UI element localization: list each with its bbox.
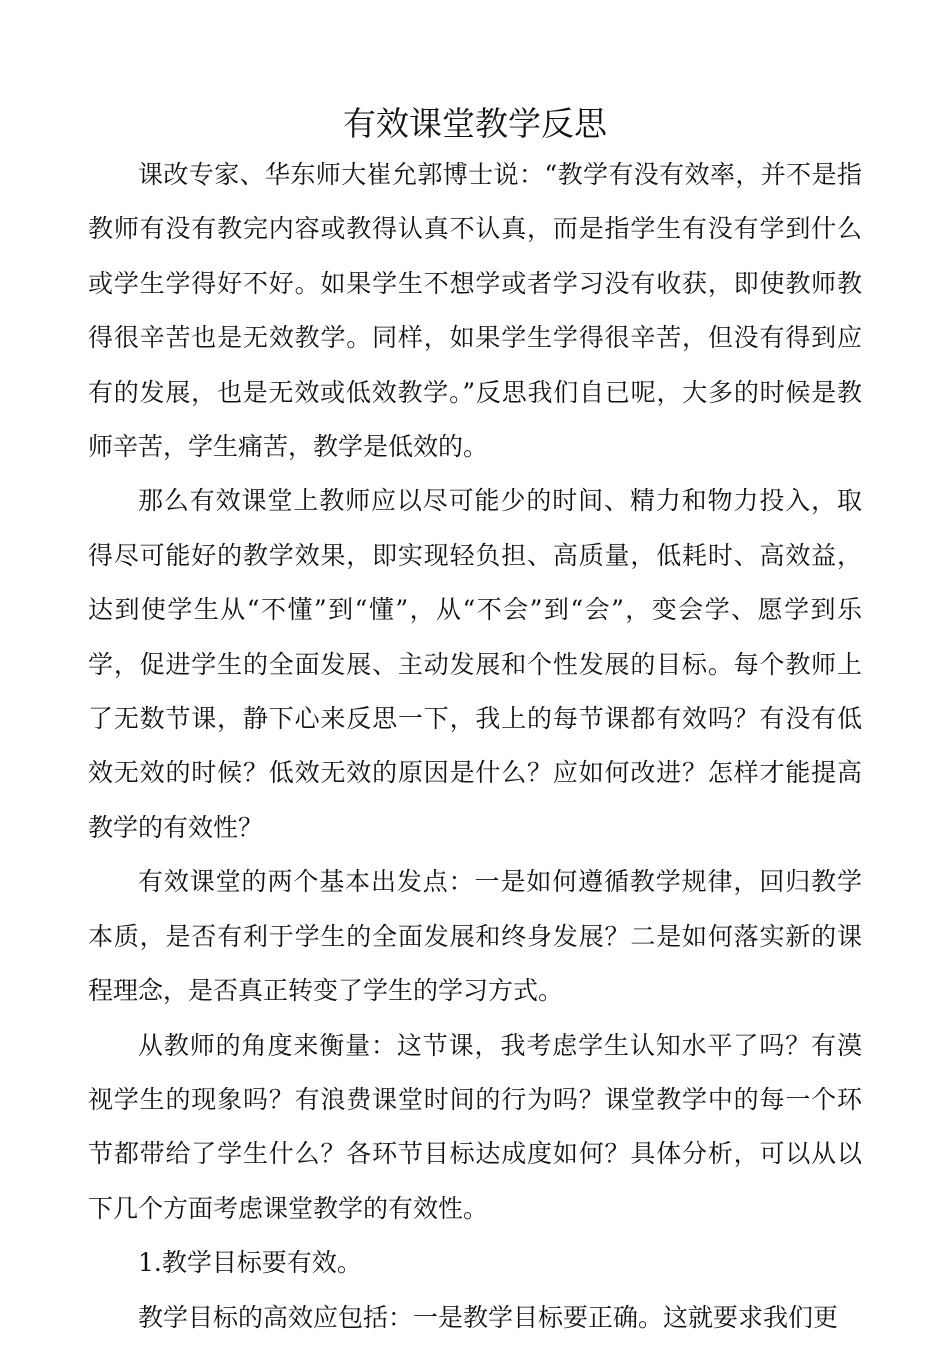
document-body: [88, 148, 862, 1345]
paragraph-teacher-perspective: 从教师的角度来衡量：这节课，我考虑学生认知水平了吗？有漠视学生的现象吗？有浪费课堂时间的行为吗？课堂教学中的每一个环节都带给了学生什么？各环节目标达成度如何？具体分析，可以从以下几个方面考虑课堂教学的有效性。: [88, 1030, 862, 1223]
section-heading-teaching-goals: 1.教学目标要有效。: [138, 1248, 362, 1278]
document-title: 有效课堂教学反思: [343, 104, 607, 143]
paragraph-teaching-goals: 教学目标的高效应包括：一是教学目标要正确。这就要求我们更: [138, 1302, 839, 1332]
paragraph-intro-quote: 课改专家、华东师大崔允郭博士说：“教学有没有效率，并不是指教师有没有教完内容或教得认真不认真，而是指学生有没有学到什么或学生学得好不好。如果学生不想学或者学习没有收获，即使教师教得很辛苦也是无效教学。同样，如果学生学得很辛苦，但没有得到应有的发展，也是无效或低效教学。”反思我们自已呢，大多的时候是教师辛苦，学生痛苦，教学是低效的。: [88, 160, 862, 462]
paragraph-effective-classroom: 那么有效课堂上教师应以尽可能少的时间、精力和物力投入，取得尽可能好的教学效果，即实现轻负担、高质量，低耗时、高效益，达到使学生从“不懂”到“懂”，从“不会”到“会”，变会学、愿学到乐学，促进学生的全面发展、主动发展和个性发展的目标。每个教师上了无数节课，静下心来反思一下，我上的每节课都有效吗？有没有低效无效的时候？低效无效的原因是什么？应如何改进？怎样才能提高教学的有效性？: [88, 486, 862, 842]
paragraph-starting-points: 有效课堂的两个基本出发点：一是如何遵循教学规律，回归教学本质，是否有利于学生的全面发展和终身发展？二是如何落实新的课程理念，是否真正转变了学生的学习方式。: [88, 867, 862, 1006]
